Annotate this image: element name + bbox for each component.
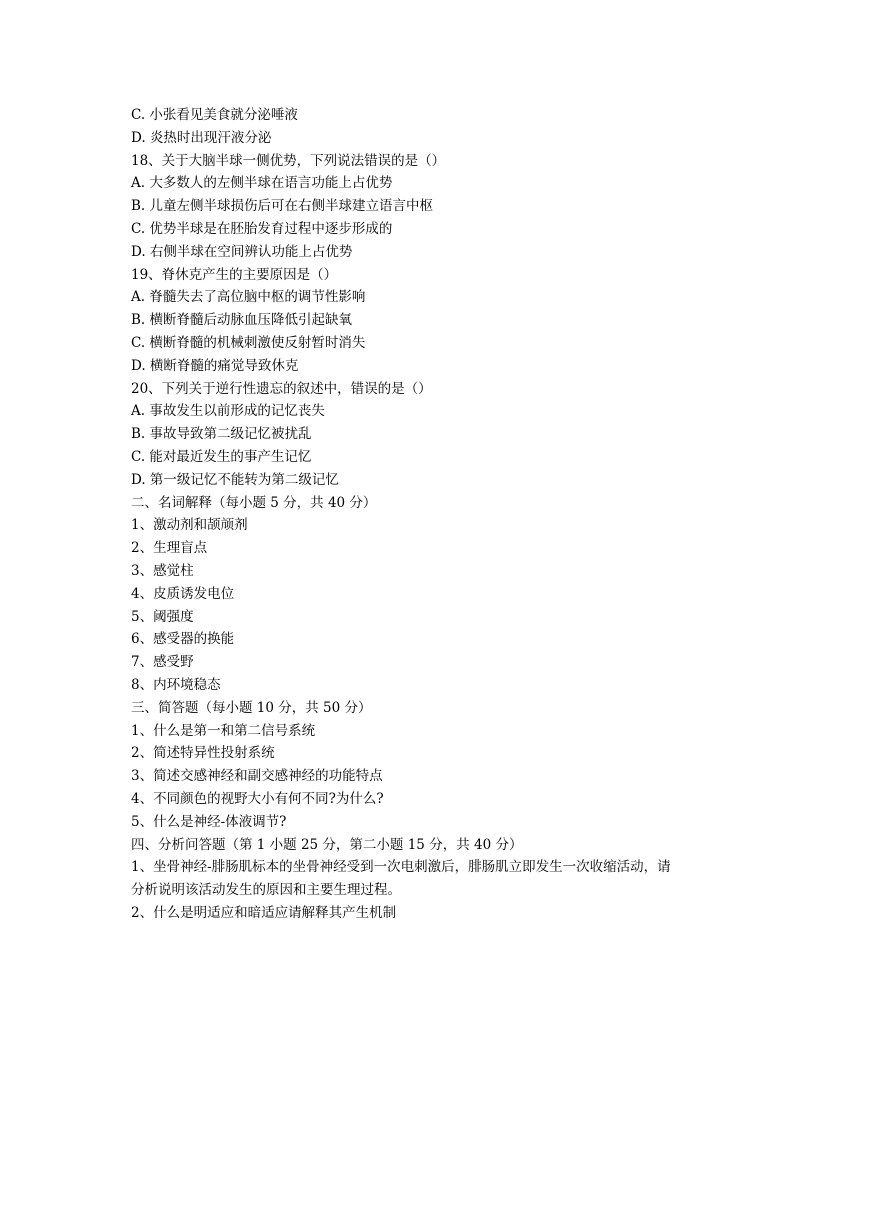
term-item-2: 2、生理盲点	[131, 540, 208, 557]
short-answer-item-3: 3、简述交感神经和副交感神经的功能特点	[131, 768, 383, 785]
option-18a: A. 大多数人的左侧半球在语言功能上占优势	[131, 175, 393, 192]
section-heading-short-answer: 三、简答题（每小题 10 分，共 50 分）	[131, 699, 372, 716]
term-item-4: 4、皮质诱发电位	[131, 585, 235, 602]
option-19a: A. 脊髓失去了高位脑中枢的调节性影响	[131, 289, 366, 306]
term-item-3: 3、感觉柱	[131, 562, 194, 579]
question-18: 18、关于大脑半球一侧优势，下列说法错误的是（）	[131, 152, 446, 169]
question-19: 19、脊休克产生的主要原因是（）	[131, 266, 338, 283]
short-answer-item-4: 4、不同颜色的视野大小有何不同?为什么?	[131, 790, 384, 807]
section-heading-analysis: 四、分析问答题（第 1 小题 25 分，第二小题 15 分，共 40 分）	[131, 836, 523, 853]
option-20d: D. 第一级记忆不能转为第二级记忆	[131, 471, 339, 488]
analysis-item-2: 2、什么是明适应和暗适应请解释其产生机制	[131, 904, 397, 921]
option-18c: C. 优势半球是在胚胎发育过程中逐步形成的	[131, 220, 393, 237]
option-17c: C. 小张看见美食就分泌唾液	[131, 107, 298, 123]
short-answer-item-1: 1、什么是第一和第二信号系统	[131, 722, 316, 739]
option-20b: B. 事故导致第二级记忆被扰乱	[131, 426, 312, 443]
option-17d: D. 炎热时出现汗液分泌	[131, 129, 272, 146]
question-20: 20、下列关于逆行性遗忘的叙述中，错误的是（）	[131, 380, 432, 397]
short-answer-item-2: 2、简述特异性投射系统	[131, 745, 275, 762]
section-heading-terms: 二、名词解释（每小题 5 分，共 40 分）	[131, 494, 377, 511]
option-20a: A. 事故发生以前形成的记忆丧失	[131, 403, 325, 420]
term-item-1: 1、激动剂和颉颃剂	[131, 517, 248, 534]
analysis-item-1-line-2: 分析说明该活动发生的原因和主要生理过程。	[131, 882, 401, 899]
analysis-item-1-line-1: 1、坐骨神经-腓肠肌标本的坐骨神经受到一次电刺激后，腓肠肌立即发生一次收缩活动，请	[131, 859, 671, 876]
option-18d: D. 右侧半球在空间辨认功能上占优势	[131, 243, 353, 260]
term-item-5: 5、阈强度	[131, 608, 194, 625]
term-item-6: 6、感受器的换能	[131, 631, 235, 648]
term-item-8: 8、内环境稳态	[131, 676, 221, 693]
option-19c: C. 横断脊髓的机械刺激使反射暂时消失	[131, 334, 366, 351]
option-20c: C. 能对最近发生的事产生记忆	[131, 448, 312, 465]
short-answer-item-5: 5、什么是神经-体液调节?	[131, 813, 287, 830]
document-page	[131, 104, 751, 925]
option-19b: B. 横断脊髓后动脉血压降低引起缺氧	[131, 312, 353, 329]
term-item-7: 7、感受野	[131, 654, 194, 671]
option-18b: B. 儿童左侧半球损伤后可在右侧半球建立语言中枢	[131, 198, 434, 215]
option-19d: D. 横断脊髓的痛觉导致休克	[131, 357, 299, 374]
